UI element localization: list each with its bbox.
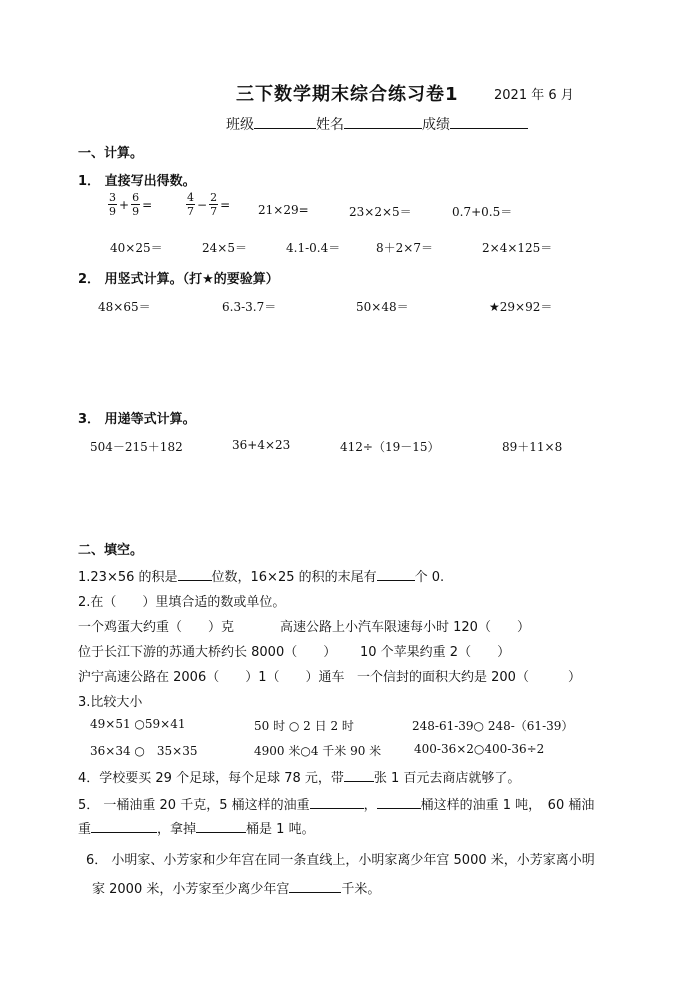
compare-item: 50 时 ○ 2 日 2 时 [254,719,354,733]
fill-q2-item: 一个信封的面积大约是 200（ ） [357,670,581,685]
fill-q5-line2 [78,818,315,837]
fill-q2-item: 高速公路上小汽车限速每小时 120（ ） [280,620,530,635]
problem-item: 24×5＝ [202,241,247,255]
problem-item: 412÷（19－15） [340,440,440,454]
problem-item: 6.3-3.7＝ [222,300,277,314]
fraction-problem-1 [108,192,152,217]
numerator: 4 [187,191,194,204]
fill-q5-line1 [78,794,594,813]
operator: − [197,197,208,212]
fraction [209,192,218,217]
denominator: 9 [109,205,116,218]
equals: = [220,197,231,212]
problem-item: 36+4×23 [232,438,291,452]
answer-blank[interactable] [289,880,341,893]
numerator: 3 [109,191,116,204]
numerator: 6 [132,191,140,204]
operator: + [119,197,130,212]
section2-heading: 二、填空。 [78,543,144,558]
q1-2-label: 2． 用竖式计算。（打★的要验算） [78,272,279,287]
fill-q2-item: 沪宁高速公路在 2006（ ）1（ ）通车 [78,670,345,685]
problem-item: ★29×92＝ [489,300,553,314]
problem-item: 40×25＝ [110,241,163,255]
score-label: 成绩 [422,117,450,133]
fill-q2-item: 10 个苹果约重 2（ ） [360,645,511,660]
fill-text: 位数，16×25 的积的末尾有 [211,570,377,585]
student-info-row [226,114,528,134]
problem-item: 504－215＋182 [90,440,183,454]
fill-text: 桶是 1 吨。 [246,822,315,837]
fill-q2-label: 2.在（ ）里填合适的数或单位。 [78,595,286,610]
denominator: 7 [187,205,194,218]
name-label: 姓名 [316,117,344,133]
answer-blank[interactable] [377,796,421,809]
problem-item: 21×29= [258,203,309,217]
fill-text: 5． 一桶油重 20 千克，5 桶这样的油重 [78,798,310,813]
class-blank[interactable] [254,116,316,129]
problem-item: 2×4×125＝ [482,241,553,255]
fill-q3-label: 3.比较大小 [78,695,143,710]
answer-blank[interactable] [178,568,212,581]
denominator: 9 [132,205,140,218]
fraction [186,192,195,217]
problem-item: 89＋11×8 [502,440,563,454]
fill-text: 1.23×56 的积是 [78,570,178,585]
problem-item: 50×48＝ [356,300,409,314]
compare-item: 400-36×2○400-36÷2 [414,742,545,756]
fill-text: ，拿掉 [157,822,197,837]
fill-q4 [78,767,520,786]
problem-item: 48×65＝ [98,300,151,314]
section1-heading: 一、计算。 [78,146,144,161]
answer-blank[interactable] [377,568,415,581]
class-label: 班级 [226,117,254,133]
problem-item: 8＋2×7＝ [376,241,433,255]
fill-text: 桶这样的油重 1 吨， 60 桶油 [420,798,595,813]
compare-item: 49×51 ○59×41 [90,717,186,731]
fill-q1 [78,566,444,585]
fill-q6-line2 [92,878,380,897]
fill-text: 家 2000 米，小芳家至少离少年宫 [92,882,290,897]
equals: = [142,197,153,212]
q1-3-label: 3． 用递等式计算。 [78,412,196,427]
exam-date: 2021 年 6 月 [494,88,574,103]
name-blank[interactable] [344,116,422,129]
page-title: 三下数学期末综合练习卷1 [236,84,459,105]
fill-q6-line1: 6． 小明家、小芳家和少年宫在同一条直线上，小明家离少年宫 5000 米，小芳家离小明 [86,853,595,868]
problem-item: 0.7+0.5＝ [452,205,513,219]
numerator: 2 [210,191,218,204]
fraction [131,192,140,217]
fill-text: 个 0. [414,570,445,585]
fill-text: 千米。 [341,882,381,897]
answer-blank[interactable] [91,820,157,833]
q1-1-label: 1． 直接写出得数。 [78,174,196,189]
problem-item: 23×2×5＝ [349,205,412,219]
fill-q2-item: 位于长江下游的苏通大桥约长 8000（ ） [78,645,337,660]
fill-text: 张 1 百元去商店就够了。 [373,771,521,786]
compare-item: 36×34 ○ 35×35 [90,744,198,758]
fraction-problem-2 [186,192,230,217]
denominator: 7 [210,205,218,218]
fill-text: 4．学校要买 29 个足球，每个足球 78 元，带 [78,771,344,786]
answer-blank[interactable] [344,769,374,782]
answer-blank[interactable] [310,796,364,809]
fraction [108,192,117,217]
fill-text: 重 [78,822,92,837]
compare-item: 4900 米○4 千米 90 米 [254,744,382,758]
fill-q2-item: 一个鸡蛋大约重（ ）克 [78,620,235,635]
score-blank[interactable] [450,116,528,129]
fill-text: ， [363,798,377,813]
problem-item: 4.1-0.4＝ [286,241,341,255]
answer-blank[interactable] [196,820,246,833]
compare-item: 248-61-39○ 248-（61-39） [412,719,574,733]
